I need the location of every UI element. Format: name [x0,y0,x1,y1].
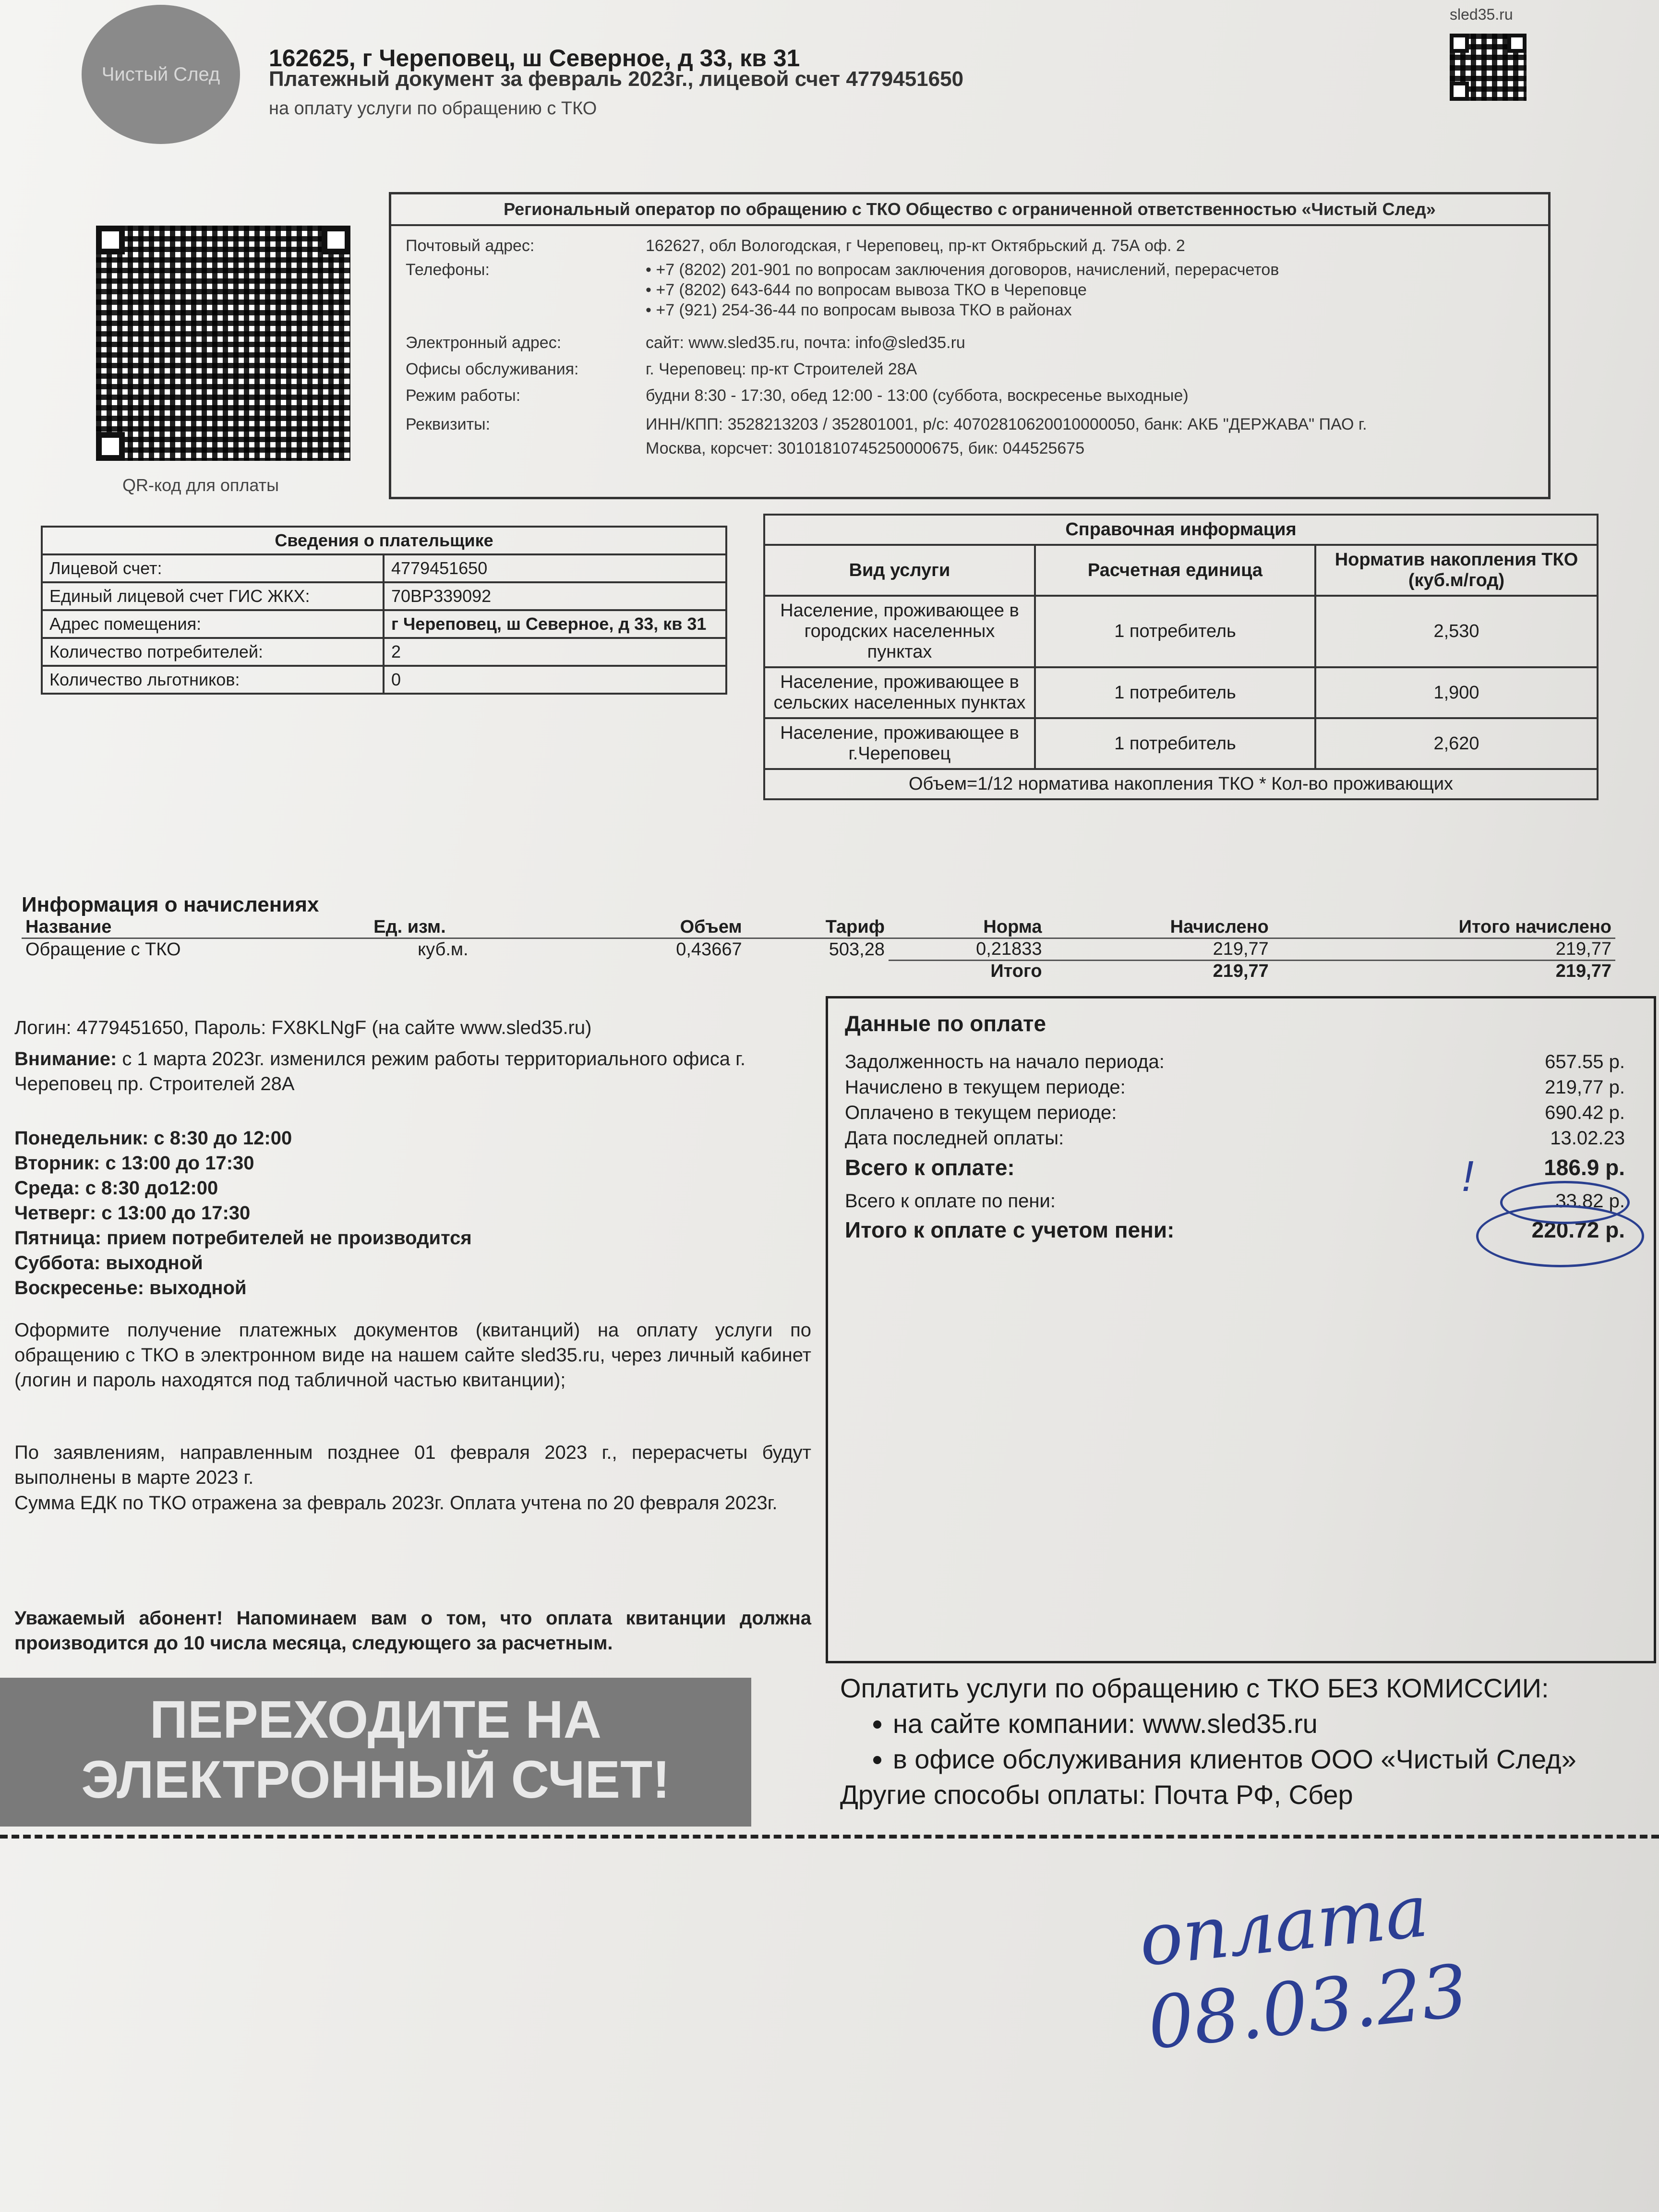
payment-total: Всего к оплате: 186.9 р. [845,1155,1625,1180]
table-row: Лицевой счет: 4779451650 [42,554,726,582]
payment-row: Задолженность на начало периода: 657.55 р. [845,1051,1625,1072]
handwritten-exclamation: ! [1462,1153,1474,1201]
handwritten-circle-total [1476,1205,1644,1267]
logo-text: Чистый След [101,63,220,85]
qr-code-label: QR-код для оплаты [122,475,279,495]
payment-data-box [826,996,1656,1663]
payment-row: Начислено в текущем периоде: 219,77 р. [845,1077,1625,1098]
list-item: • в офисе обслуживания клиентов ООО «Чистый След» [893,1742,1647,1777]
list-item: • на сайте компании: www.sled35.ru [893,1706,1647,1742]
login-info: Логин: 4779451650, Пароль: FX8KLNgF (на сайте www.sled35.ru) [14,1017,592,1038]
payment-title: Данные по оплате [845,1011,1046,1036]
operator-title: Региональный оператор по обращению с ТКО Общество с ограниченной ответственностью «Чистый След» [391,194,1548,226]
table-total-row: Итого 219,77 219,77 [22,961,1615,982]
document-title: Платежный документ за февраль 2023г., лицевой счет 4779451650 [269,67,964,91]
handwritten-note: оплата 08.03.23 [1135,1869,1472,2066]
reference-footer: Объем=1/12 норматива накопления ТКО * Кол-во проживающих [764,769,1598,799]
edk-paragraph: Сумма ЕДК по ТКО отражена за февраль 2023г. Оплата учтена по 20 февраля 2023г. [14,1492,778,1514]
penalty-row: Всего к оплате по пени: 33.82 р. [845,1190,1625,1212]
charges-title: Информация о начислениях [22,893,319,916]
table-row: Адрес помещения: г Череповец, ш Северное, д 33, кв 31 [42,610,726,638]
table-header-row: Вид услуги Расчетная единица Норматив накопления ТКО (куб.м/год) [764,545,1598,596]
table-row: Население, проживающее в сельских населенных пунктах 1 потребитель 1,900 [764,667,1598,718]
payment-reminder: Уважаемый абонент! Напоминаем вам о том, что оплата квитанции должна производится до 10 числа месяца, следующего за расчетным. [14,1608,811,1654]
table-row: Население, проживающее в городских населенных пунктах 1 потребитель 2,530 [764,596,1598,667]
cut-line [0,1835,1659,1839]
table-row: Количество потребителей: 2 [42,638,726,666]
document-subtitle: на оплату услуги по обращению с ТКО [269,98,597,119]
recalc-paragraph: По заявлениям, направленным позднее 01 февраля 2023 г., перерасчеты будут выполнены в марте 2023 г. [14,1442,811,1488]
qr-code-payment [96,226,350,461]
grand-total: Итого к оплате с учетом пени: 220.72 р. [845,1217,1625,1242]
qr-code-small [1450,34,1527,101]
payment-row: Дата последней оплаты: 13.02.23 [845,1128,1625,1149]
payer-info-table [41,526,727,695]
operator-info-box: Региональный оператор по обращению с ТКО Общество с ограниченной ответственностью «Чистый След» Почтовый адрес: 162627, обл Вологодская, г Череповец, пр-кт Октябрьский д. 75А оф. 2 Телефоны: • +7 (8202) 201-901 по вопросам заключения договоров, начислений, перерасчетов • +7 (8202) 643-644 по вопросам вывоза ТКО в Череповце • +7 (921) 254-36-44 по вопросам вывоза ТКО в районах Электронный адрес: сайт: www.sled35.ru, почта: info@sled35.ru Офисы обслуживания: г. Череповец: пр-кт Строителей 28А Режим работы: будни 8:30 - 17:30, обед 12:00 - 13:00 (суббота, воскресенье выходные) Реквизиты: ИНН/КПП: 3528213203 / 352801001, р/с: 40702810620010000050, банк: АКБ "ДЕРЖАВА" ПАО г. Москва, корсчет: 30101810745250000675, бик: 044525675 [389,192,1551,499]
site-label: sled35.ru [1450,6,1513,23]
online-payment-info: Оплатить услуги по обращению с ТКО БЕЗ КОМИССИИ: • на сайте компании: www.sled35.ru • в офисе обслуживания клиентов ООО «Чистый След» Другие способы оплаты: Почта РФ, Сбер [840,1671,1647,1813]
office-schedule: Понедельник: с 8:30 до 12:00 Вторник: с 13:00 до 17:30 Среда: с 8:30 до12:00 Четверг: с 13:00 до 17:30 Пятница: прием потребителей не производится Суббота: выходной Воскресенье: выходной [14,1128,472,1298]
payer-address-line: 162625, г Череповец, ш Северное, д 33, кв 31 [269,45,800,72]
table-row: Обращение с ТКО куб.м. 0,43667 503,28 0,21833 219,77 219,77 [25,939,1611,960]
reference-table [763,514,1599,800]
charges-section [22,893,1615,982]
e-bill-banner: ПЕРЕХОДИТЕ НА ЭЛЕКТРОННЫЙ СЧЕТ! [0,1678,751,1827]
company-logo [82,5,240,144]
payment-row: Оплачено в текущем периоде: 690.42 р. [845,1102,1625,1123]
payer-table-title: Сведения о плательщике [42,527,726,554]
table-row: Население, проживающее в г.Череповец 1 потребитель 2,620 [764,718,1598,769]
attention-note: Внимание: с 1 марта 2023г. изменился режим работы территориального офиса г. Череповец пр. Строителей 28А [14,1048,745,1094]
table-row: Единый лицевой счет ГИС ЖКХ: 70ВР339092 [42,582,726,610]
table-header-row: Название Ед. изм. Объем Тариф Норма Начислено Итого начислено [22,917,1615,938]
reference-title: Справочная информация [764,515,1598,545]
table-row: Количество льготников: 0 [42,666,726,694]
charges-table [22,917,1615,982]
e-bill-paragraph: Оформите получение платежных документов (квитанций) на оплату услуги по обращению с ТКО в электронном виде на нашем сайте sled35.ru, через личный кабинет (логин и пароль находятся под табличной частью квитанции); [14,1320,811,1391]
